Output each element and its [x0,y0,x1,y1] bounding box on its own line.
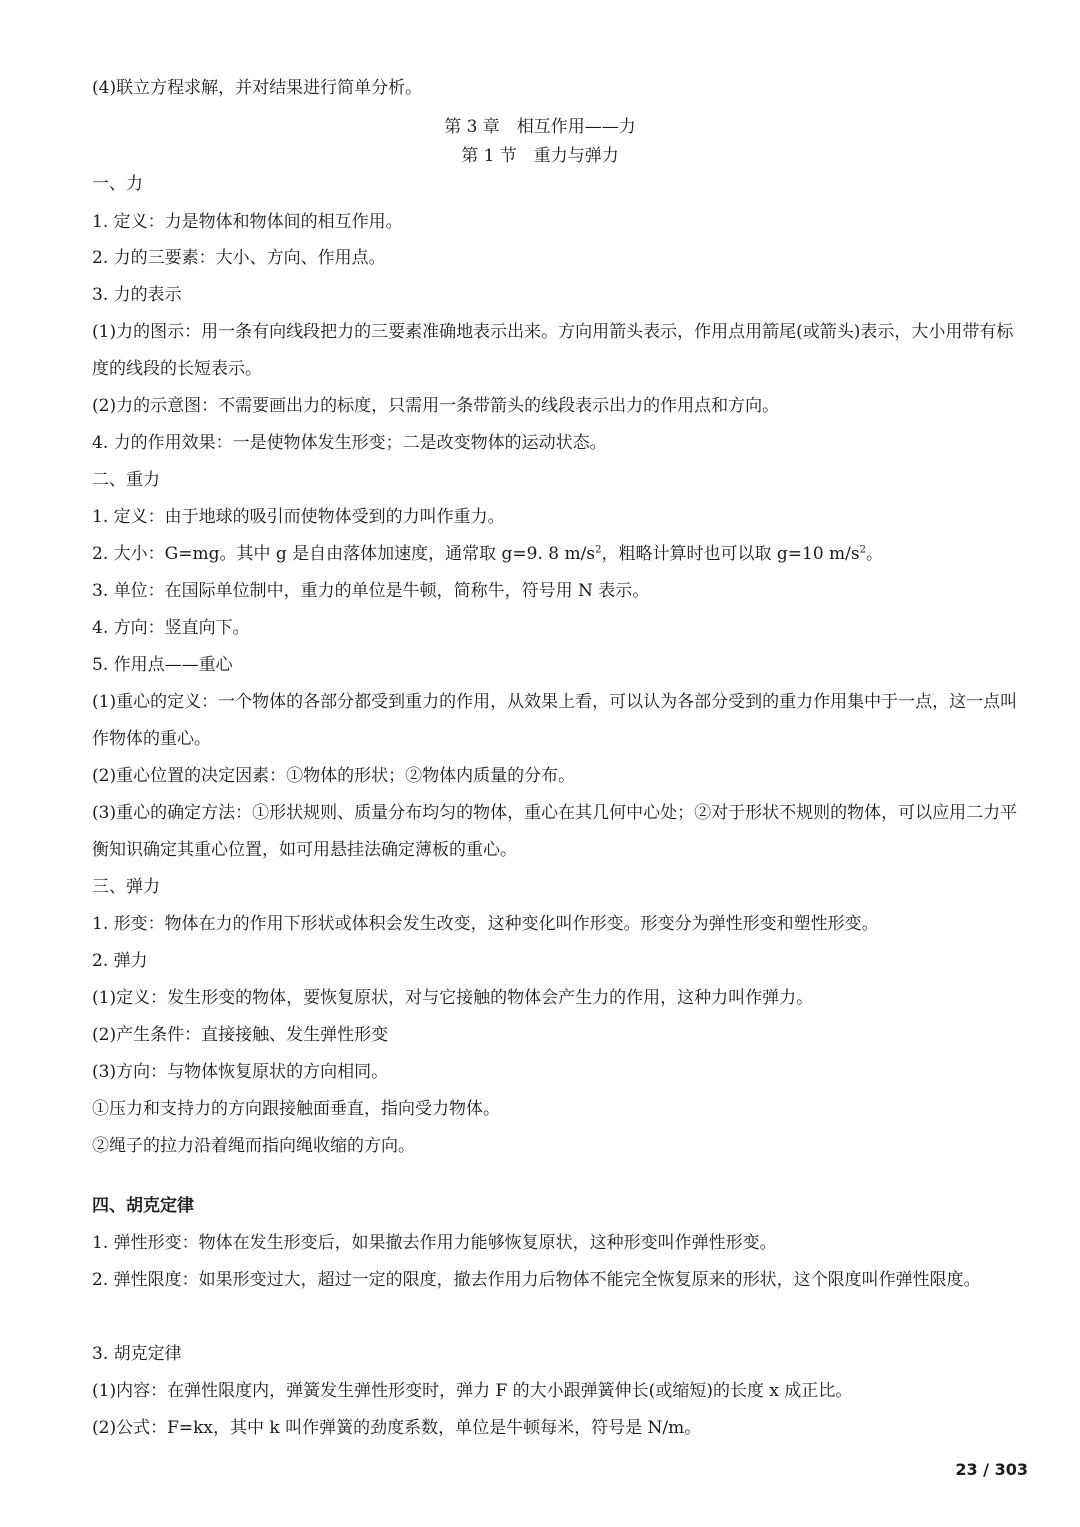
text-line: 1. 形变：物体在力的作用下形状或体积会发生改变，这种变化叫作形变。形变分为弹性形变和塑性形变。 [92,914,879,934]
text-line: (2)公式：F=kx，其中 k 叫作弹簧的劲度系数，单位是牛顿每米，符号是 N/m。 [92,1418,702,1438]
paragraph: (3)重心的确定方法：①形状规则、质量分布均匀的物体，重心在其几何中心处；②对于形状不规则的物体，可以应用二力平衡知识确定其重心位置，如可用悬挂法确定薄板的重心。 [92,803,1018,860]
text-span: 。 [865,544,883,564]
text-line: 3. 胡克定律 [92,1344,182,1364]
heading-4: 四、胡克定律 [92,1196,194,1216]
text-line: (1)内容：在弹性限度内，弹簧发生弹性形变时，弹力 F 的大小跟弹簧伸长(或缩短)的长度 x 成正比。 [92,1381,853,1401]
text-line: 5. 作用点——重心 [92,655,233,675]
text-line: 2. 力的三要素：大小、方向、作用点。 [92,248,386,268]
section-title: 第 1 节 重力与弹力 [461,146,619,166]
superscript: 2 [595,544,602,556]
heading-2: 二、重力 [92,470,160,490]
chapter-title: 第 3 章 相互作用——力 [444,117,636,137]
heading-1: 一、力 [92,174,143,194]
paragraph: 2. 弹性限度：如果形变过大，超过一定的限度，撤去作用力后物体不能完全恢复原来的形状，这个限度叫作弹性限度。 [92,1270,981,1290]
text-line: (3)方向：与物体恢复原状的方向相同。 [92,1062,389,1082]
text-line: (2)产生条件：直接接触、发生弹性形变 [92,1025,389,1045]
text-line: ①压力和支持力的方向跟接触面垂直，指向受力物体。 [92,1099,500,1119]
paragraph: (1)重心的定义：一个物体的各部分都受到重力的作用，从效果上看，可以认为各部分受到的重力作用集中于一点，这一点叫作物体的重心。 [92,692,1018,749]
text-line: 2. 弹力 [92,951,148,971]
text-line: (4)联立方程求解，并对结果进行简单分析。 [92,78,423,98]
text-line: 3. 力的表示 [92,285,182,305]
page-number: 23 / 303 [955,1460,1028,1479]
paragraph: (1)力的图示：用一条有向线段把力的三要素准确地表示出来。方向用箭头表示，作用点用箭尾(或箭头)表示，大小用带有标度的线段的长短表示。 [92,322,1014,379]
formula-line [92,542,1028,566]
text-line: 1. 弹性形变：物体在发生形变后，如果撤去作用力能够恢复原状，这种形变叫作弹性形变。 [92,1233,777,1253]
text-line: (2)力的示意图：不需要画出力的标度，只需用一条带箭头的线段表示出力的作用点和方向。 [92,396,780,416]
text-line: 1. 定义：力是物体和物体间的相互作用。 [92,212,403,232]
text-line: (2)重心位置的决定因素：①物体的形状；②物体内质量的分布。 [92,766,576,786]
text-line: 1. 定义：由于地球的吸引而使物体受到的力叫作重力。 [92,507,505,527]
text-span: 2. 大小：G=mg。其中 g 是自由落体加速度，通常取 g=9. 8 m/s [92,544,596,564]
text-span: ，粗略计算时也可以取 g=10 m/s [601,544,860,564]
text-line: 3. 单位：在国际单位制中，重力的单位是牛顿，简称牛，符号用 N 表示。 [92,581,650,601]
text-line: 4. 力的作用效果：一是使物体发生形变；二是改变物体的运动状态。 [92,433,607,453]
text-line: (1)定义：发生形变的物体，要恢复原状，对与它接触的物体会产生力的作用，这种力叫作弹力。 [92,988,814,1008]
heading-3: 三、弹力 [92,877,160,897]
text-line: ②绳子的拉力沿着绳而指向绳收缩的方向。 [92,1136,415,1156]
text-line: 4. 方向：竖直向下。 [92,618,250,638]
superscript: 2 [859,544,866,556]
